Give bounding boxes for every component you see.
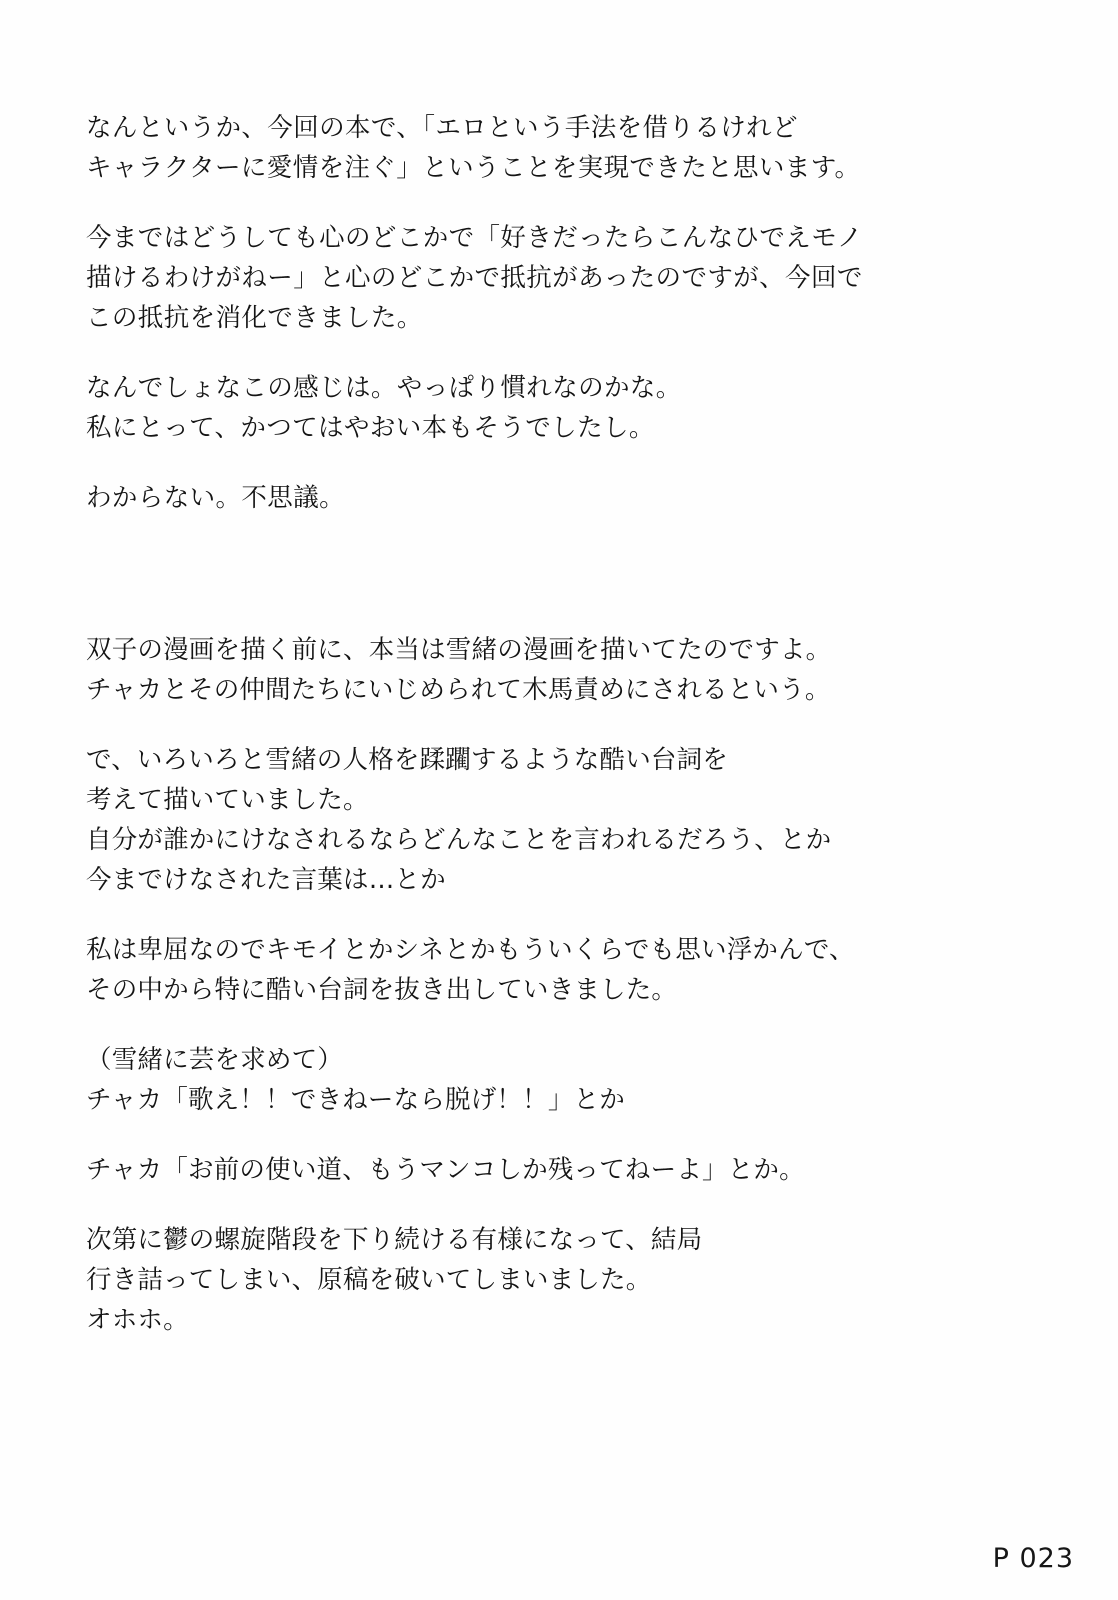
- text-line: 私は卑屈なのでキモイとかシネとかもういくらでも思い浮かんで、: [86, 935, 855, 965]
- page-number: P 023: [992, 1543, 1074, 1574]
- paragraph: [86, 740, 1026, 900]
- text-line: チャカ「お前の使い道、もうマンコしか残ってねーよ」とか。: [86, 1155, 805, 1185]
- text-line: その中から特に酷い台詞を抜き出していきました。: [86, 975, 678, 1005]
- text-line: この抵抗を消化できました。: [86, 303, 423, 333]
- paragraph: [86, 1220, 1026, 1340]
- paragraph: [86, 368, 1026, 448]
- text-line: 双子の漫画を描く前に、本当は雪緒の漫画を描いてたのですよ。: [86, 635, 832, 665]
- page-text-content: [86, 108, 1026, 1370]
- text-line: キャラクターに愛情を注ぐ」ということを実現できたと思います。: [86, 153, 861, 183]
- paragraph: [86, 1150, 1026, 1190]
- afterword-body-section: [86, 630, 1026, 1340]
- text-line: 私にとって、かつてはやおい本もそうでしたし。: [86, 413, 655, 443]
- text-line: 描けるわけがねー」と心のどこかで抵抗があったのですが、今回で: [86, 263, 863, 293]
- text-line: 自分が誰かにけなされるならどんなことを言われるだろう、とか: [86, 825, 832, 855]
- text-line: オホホ。: [86, 1305, 189, 1335]
- text-line: チャカとその仲間たちにいじめられて木馬責めにされるという。: [86, 675, 831, 705]
- paragraph: [86, 218, 1026, 338]
- text-line: わからない。不思議。: [86, 483, 346, 513]
- paragraph: [86, 478, 1026, 518]
- text-line: 今まではどうしても心のどこかで「好きだったらこんなひでえモノ: [86, 223, 863, 253]
- text-line: （雪緒に芸を求めて）: [86, 1045, 344, 1075]
- paragraph: [86, 108, 1026, 188]
- text-line: チャカ「歌え！！できねーなら脱げ！！」とか: [86, 1085, 625, 1115]
- paragraph: [86, 630, 1026, 710]
- text-line: なんでしょなこの感じは。やっぱり慣れなのかな。: [86, 373, 682, 403]
- text-line: 行き詰ってしまい、原稿を破いてしまいました。: [86, 1265, 652, 1295]
- text-line: 次第に鬱の螺旋階段を下り続ける有様になって、結局: [86, 1225, 703, 1255]
- paragraph: [86, 930, 1026, 1010]
- text-line: 考えて描いていました。: [86, 785, 369, 815]
- paragraph: [86, 1040, 1026, 1120]
- text-line: なんというか、今回の本で、「エロという手法を借りるけれど: [86, 113, 798, 143]
- text-line: で、いろいろと雪緒の人格を蹂躙するような酷い台詞を: [86, 745, 728, 775]
- text-line: 今までけなされた言葉は…とか: [86, 865, 446, 895]
